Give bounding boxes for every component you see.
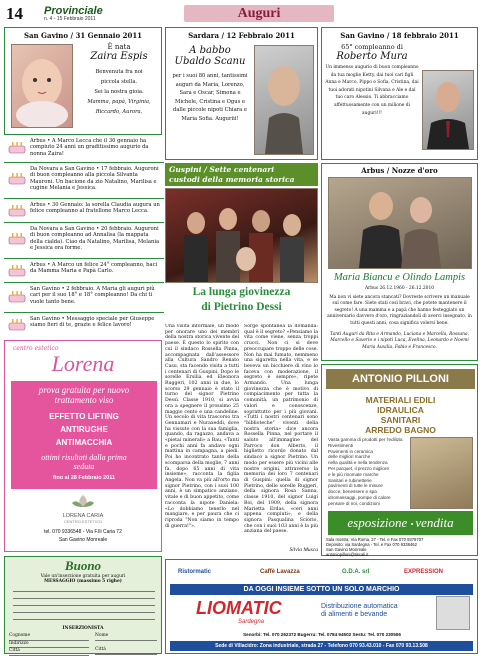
liomatic-ad xyxy=(165,559,478,654)
lorena-logo xyxy=(45,493,121,524)
wish-text: Da Novara a San Gavino • 17 febbraio. Auguroni di buon compleanno alla piccola Silvanta Mauroni. Un bacione da zio Natalino, Marilisa e cugine Melania e Jessica. xyxy=(30,166,159,192)
dedication-text: Un immenso augurio di buon compleanno da tua moglie Ketty, dai tuoi cari figli Anna e Marco, Pippo e Sofia, Cristina, dai tuoi adorati nipotini Silvana e Ale e dal tuo caro Alessio. Ti abbracciamo affettuosamente con un milione di auguri!!! xyxy=(325,65,419,116)
field-name[interactable]: Nome xyxy=(95,633,157,641)
field-address[interactable]: Indirizzo xyxy=(9,641,89,649)
divider xyxy=(4,282,164,283)
wish-text: San Gavino • Messaggio speciale per Giuseppe siamo fieri di te, grazie e felice lavoro! xyxy=(30,316,155,329)
treatment-item: ANTIRUGHE xyxy=(60,425,108,434)
logo-sub: CENTRO ESTETICO xyxy=(63,519,102,524)
wedding-signers: Tanti Auguri da Rita e Armando, Luciana e Marcella, Rossana, Marcello e Saverio e i nipoti Luca, Evelina, Leonardo e Noemi Maria Auxilia, Fabio e Francesco. xyxy=(329,332,470,350)
ad-label: centro estetico xyxy=(13,345,59,352)
centenarian-article xyxy=(165,163,318,555)
birthday-cake-icon xyxy=(8,171,26,185)
card-place-date: San Gavino / 31 Gennaio 2011 xyxy=(23,31,143,40)
birthday-card-ubaldo xyxy=(165,27,318,160)
card-place-date: Arbus / Nozze d'oro xyxy=(361,166,438,175)
lorena-ad xyxy=(4,340,162,552)
pilloni-category: IDRAULICA xyxy=(377,405,424,415)
wish-item xyxy=(4,137,164,161)
wish-item xyxy=(4,165,164,197)
birth-line: Sei la nostra gioia. xyxy=(94,89,144,95)
pilloni-contact-line: Deposito: via Sardegna - Tel. e Fax 070 9338462 xyxy=(326,542,417,547)
field-city[interactable]: Città xyxy=(9,648,89,656)
person-name: Ubaldo Scanu xyxy=(174,56,246,67)
article-headline xyxy=(165,285,318,319)
pilloni-category: ARREDO BAGNO xyxy=(365,425,436,435)
birthday-cake-icon xyxy=(8,289,26,303)
pilloni-bullet: idromassaggi, pompe di calore xyxy=(328,494,391,500)
ad-brand: Lorena xyxy=(51,351,115,376)
coupon-subtitle: Vale un'inserzione gratuita per auguri xyxy=(40,574,126,579)
pilloni-bullet: Vasta gamma di prodotti per l'edilizia xyxy=(328,437,403,442)
pilloni-bullet: delle migliori marche xyxy=(328,454,371,460)
liomatic-brand: LIOMATIC xyxy=(196,598,282,618)
wish-item xyxy=(4,285,164,311)
roberto-photo xyxy=(422,70,474,150)
birth-line: Riccardo, Aurora. xyxy=(95,109,143,115)
pilloni-ad xyxy=(321,364,478,556)
pilloni-bullet: pavimenti di tutte le misure xyxy=(328,483,383,489)
divider xyxy=(4,198,164,199)
field-surname[interactable]: Cognome xyxy=(9,633,89,641)
birthday-cake-icon xyxy=(8,231,26,245)
promo-text: prova gratuita per nuovo trattamento viso xyxy=(38,385,130,405)
birth-line: piccola stella. xyxy=(100,79,138,85)
page-number: 14 xyxy=(6,4,23,23)
pilloni-bullet: Rivestimenti xyxy=(328,442,354,448)
pilloni-bullet: Pavimenti in ceramica xyxy=(328,448,373,454)
pilloni-bullet: Sanitari e rubinetterie xyxy=(328,477,372,483)
dedication-text: per i suoi 80 anni, tantissimi auguri da Maria, Lorenzo, Sara e Oscar, Simona e Michele, Cristina e Ogus e dalle piccole nipoti Chiara e Maria Sofia. Auguriii! xyxy=(172,73,248,122)
pilloni-bullet: e le più rinomate marche xyxy=(328,471,379,477)
wedding-dates: Arbus 26.12.1960 - 26.12.2010 xyxy=(364,286,435,291)
birthday-cake-icon xyxy=(8,263,26,277)
pilloni-city: San Gavino Monreale xyxy=(326,547,367,552)
wish-item xyxy=(4,225,164,257)
partner-logo: EXPRESSION xyxy=(404,569,444,575)
card-place-date: San Gavino / 18 febbraio 2011 xyxy=(340,31,459,40)
birthday-card-roberto xyxy=(321,27,478,160)
section-title: Auguri xyxy=(184,5,334,22)
baby-name: Zaira Espis xyxy=(90,51,148,62)
person-name: Roberto Mura xyxy=(336,51,408,62)
pilloni-bullet: nella qualità e nella tendenza xyxy=(328,460,388,466)
headline-line: di Pietrino Dessi xyxy=(201,301,282,313)
wish-text: Arbus • 30 Gennaio: la sorella Claudia augura un felice compleanno al fratellone Marco Lecca. xyxy=(30,202,160,215)
pilloni-contact-line: Sala mostra: Via Roma, 27 - Tel. e Fax 070 9379707 xyxy=(326,537,424,542)
article-column: Una visita informale, un modo per onorare uno dei membri della nostra storica vivente del paese. È questo lo spirito con cui il sindaco Rossella Pinna, accompagnata dall'assessore alla Cultura Sandro Renato Casu, sta facendo visita a tutti i centenari di Guspini. Dopo le sorelle Ersilia ed Eleonora Ruggeri, 102 anni in due, lo scorso 29 gennaio è stato il turno del signor Pietrino Dessì. Classe 1910, si avvia ora a spegnere il prossimo 25 maggio cento e una candeline. Un secolo di vita trascorso tra Gennamari e Nuraxeddi, dove ha vissuto con la sua famiglia, quando, da ragazzo, andava a «pietai minerali» a Bau. «Tanti e pochi anni fa andavo ogni mattina in campagna, a piedi. Poi ho incontrato tanto della scomparsa della moglie, 7 anni fa, dopo 65 anni di vita insieme», racconta la figlia Angela. Non va più all'orto ma signor Pietrino, con i suoi 100 anni, è un simpatico anziano, vitale e di buon appetito, come racconta la nipote Daniela: «Lo dobbiamo tenerlo nel mangiare, e per paura che ci riproda "Non siamo in tempo di guerra!"». xyxy=(165,324,239,529)
banner-line: Guspini / Sette centenari xyxy=(169,165,275,174)
ad-contact: tel. 070 9336548 - Via F.lli Caria 72 xyxy=(44,529,122,535)
birthday-cake-icon xyxy=(8,203,26,217)
birthday-cake-icon xyxy=(8,140,26,154)
pilloni-category: SANITARI xyxy=(380,415,421,425)
dedication-intro: 65° compleanno di xyxy=(341,43,403,51)
pilloni-brand: ANTONIO PILLONI xyxy=(326,369,475,389)
pilloni-bullet: Per parquet, il prezzo migliore xyxy=(328,465,390,471)
ubaldo-photo xyxy=(254,45,314,155)
vending-machine-image xyxy=(436,596,470,630)
logo-name: LORENA CARIA xyxy=(62,513,104,519)
birth-card xyxy=(4,27,162,135)
liomatic-sub: Sardegna xyxy=(238,619,265,625)
wish-item xyxy=(4,315,164,335)
birth-intro: È nata xyxy=(107,43,131,51)
article-column: Sorge spontanea la domanda: qual è il segreto? «Pensiamo la vita come viene, senza troppi crucci. Non ci si deve preoccupare troppo delle cose. Non ha mai fumato, nemmeno una sigaretta nella vita, e se beveva un bicchiere di vino lo faceva con moderazione, il segreto è sempre», ripete Armando. Una lunga giovinezza che è motivo di compiacimento per tutta la comunità, un patrimonio di valori e conoscenze, soprattutto per i più giovani. «Tutti i nostri centenari sono "biblioteche" viventi della nostra storia» dice ancora Rossella Pinna, nel portare il saluto all'immagine del Parroco don Alberto, il biglietto ricordo donato dal sindaco a signor Pietrino. Un modo per essere più vicini alle nostre origini, attraverso la memoria dei loro 7 centenari di Guspini: quella di signor Pietrino, delle sorelle Ruggeri, della signora Rosa Sanna, classe 1910, del signor Luigi Boi, del 1909, della signora Marietta Erdas, «ceri anni appena compiuti», e della signora Pasqualina Sciorio, che con i suoi 103 anni è la più anziana del paese. xyxy=(244,324,318,535)
divider xyxy=(4,162,164,163)
headline-line: La lunga giovinezza xyxy=(192,286,291,298)
treatment-item: ANTIMACCHIA xyxy=(55,438,113,447)
tag-sale: vendita xyxy=(415,515,454,530)
birth-line: Benvenuta fra noi xyxy=(95,69,143,75)
card-place-date: Sardara / 12 Febbraio 2011 xyxy=(188,31,295,40)
newspaper-brand: Provinciale xyxy=(44,5,103,17)
wish-text: Arbus • A Marco un felice 24° compleanno, baci da Mamma Maria e Papà Carlo. xyxy=(30,262,158,275)
coupon-subtitle: MESSAGGIO (massimo 5 righe) xyxy=(44,579,122,585)
tag-exhibition: esposizione xyxy=(347,515,408,530)
liomatic-desc: di alimenti e bevande xyxy=(321,611,388,618)
dedication-intro: A babbo xyxy=(189,45,231,56)
wish-item xyxy=(4,201,164,221)
wish-text: San Gavino • 2 febbraio. A Maria gli auguri più cari per il suo 18° e 18° compleanno! Da chi ti vuole tanto bene. xyxy=(30,286,155,305)
promo-text: ottimi risultati dalla prima seduta xyxy=(41,453,127,471)
birthday-cake-icon xyxy=(8,317,26,331)
liomatic-phones: Senorbì: Tel. 070 262372 Bugerru: Tel. 0784 94502 Sestu: Tel. 070 230506 xyxy=(243,632,401,637)
pilloni-bullet: pensare di noi, condizioni xyxy=(328,500,380,506)
birth-line: Mamma, papà, Virginia, xyxy=(87,99,151,105)
golden-wedding-card xyxy=(321,163,478,361)
wedding-text: Ma non vi siete ancora stancati? Dovreste scrivere un manuale sul come fare. Siete stati così bravi, che potete mantenere il segreto! A una mamma e a papà che hanno festeggiato un anniversario davvero d'oro, ringraziandoli di averci insegnato, in tutti questi anni, cosa significa volersi bene. xyxy=(327,295,472,326)
ad-city: San Gavino Monreale xyxy=(58,537,108,543)
ad-promo-panel xyxy=(11,381,157,489)
divider xyxy=(4,222,164,223)
issue-date: n. 4 - 15 Febbraio 2011 xyxy=(44,16,96,22)
sender-label: INSERZIONISTA xyxy=(62,626,104,631)
page-header xyxy=(4,4,478,24)
centenarian-photo xyxy=(165,188,318,283)
liomatic-desc: Distribuzione automatica xyxy=(321,603,398,610)
couple-names: Maria Biancu e Olindo Lampis xyxy=(333,272,466,283)
wish-text: Arbus • A Marco Lecca che il 30 gennaio ha compiuto 24 anni un graditissimo augurio da nonna Zaira! xyxy=(30,138,149,157)
banner-line: custodi della memoria storica xyxy=(169,174,295,184)
pilloni-contact xyxy=(326,537,475,557)
partner-logo: Caffè Lavazza xyxy=(260,569,300,575)
coupon-form xyxy=(4,556,162,654)
pilloni-category: MATERIALI EDILI xyxy=(365,395,436,405)
liomatic-address: Sede di Villacidro: Zona industriale, strada 27 - Telefono 070 93.43.010 - Fax 070 93.13.508 xyxy=(170,641,473,651)
promo-validity: fino al 28 Febbraio 2011 xyxy=(52,475,116,481)
wish-text: Da Novara a San Gavino • 20 febbraio. Auguroni di buon compleanno ad Annalisa (la mappata della cialda). Ciao da Natalino, Marilisa, Melania e Jessica ora forme. xyxy=(30,226,160,252)
message-lines[interactable] xyxy=(13,585,155,620)
article-banner xyxy=(165,163,318,186)
flower-logo-icon xyxy=(68,493,98,509)
divider xyxy=(4,312,164,313)
pilloni-email[interactable]: antoniopilloni@tiscali.it xyxy=(326,552,369,557)
wishes-list xyxy=(4,137,164,337)
bathroom-photo xyxy=(410,437,473,509)
divider xyxy=(4,258,164,259)
baby-photo xyxy=(11,44,73,128)
wish-item xyxy=(4,261,164,281)
treatment-item: EFFETTO LIFTING xyxy=(49,412,119,421)
field-city-right[interactable]: Città xyxy=(95,647,157,655)
partner-logo: G.D.A. srl xyxy=(342,569,370,575)
pilloni-bullet: docce, benessere e spa xyxy=(328,489,377,495)
partner-logo: Ristormatic xyxy=(178,569,212,575)
liomatic-tagline: DA OGGI INSIEME SOTTO UN SOLO MARCHIO xyxy=(170,584,473,595)
article-author: Silvia Musca xyxy=(289,547,318,553)
couple-photo xyxy=(328,177,472,269)
coupon-title: Buono xyxy=(64,558,102,573)
pilloni-tagline: esposizione • vendita xyxy=(328,511,473,535)
